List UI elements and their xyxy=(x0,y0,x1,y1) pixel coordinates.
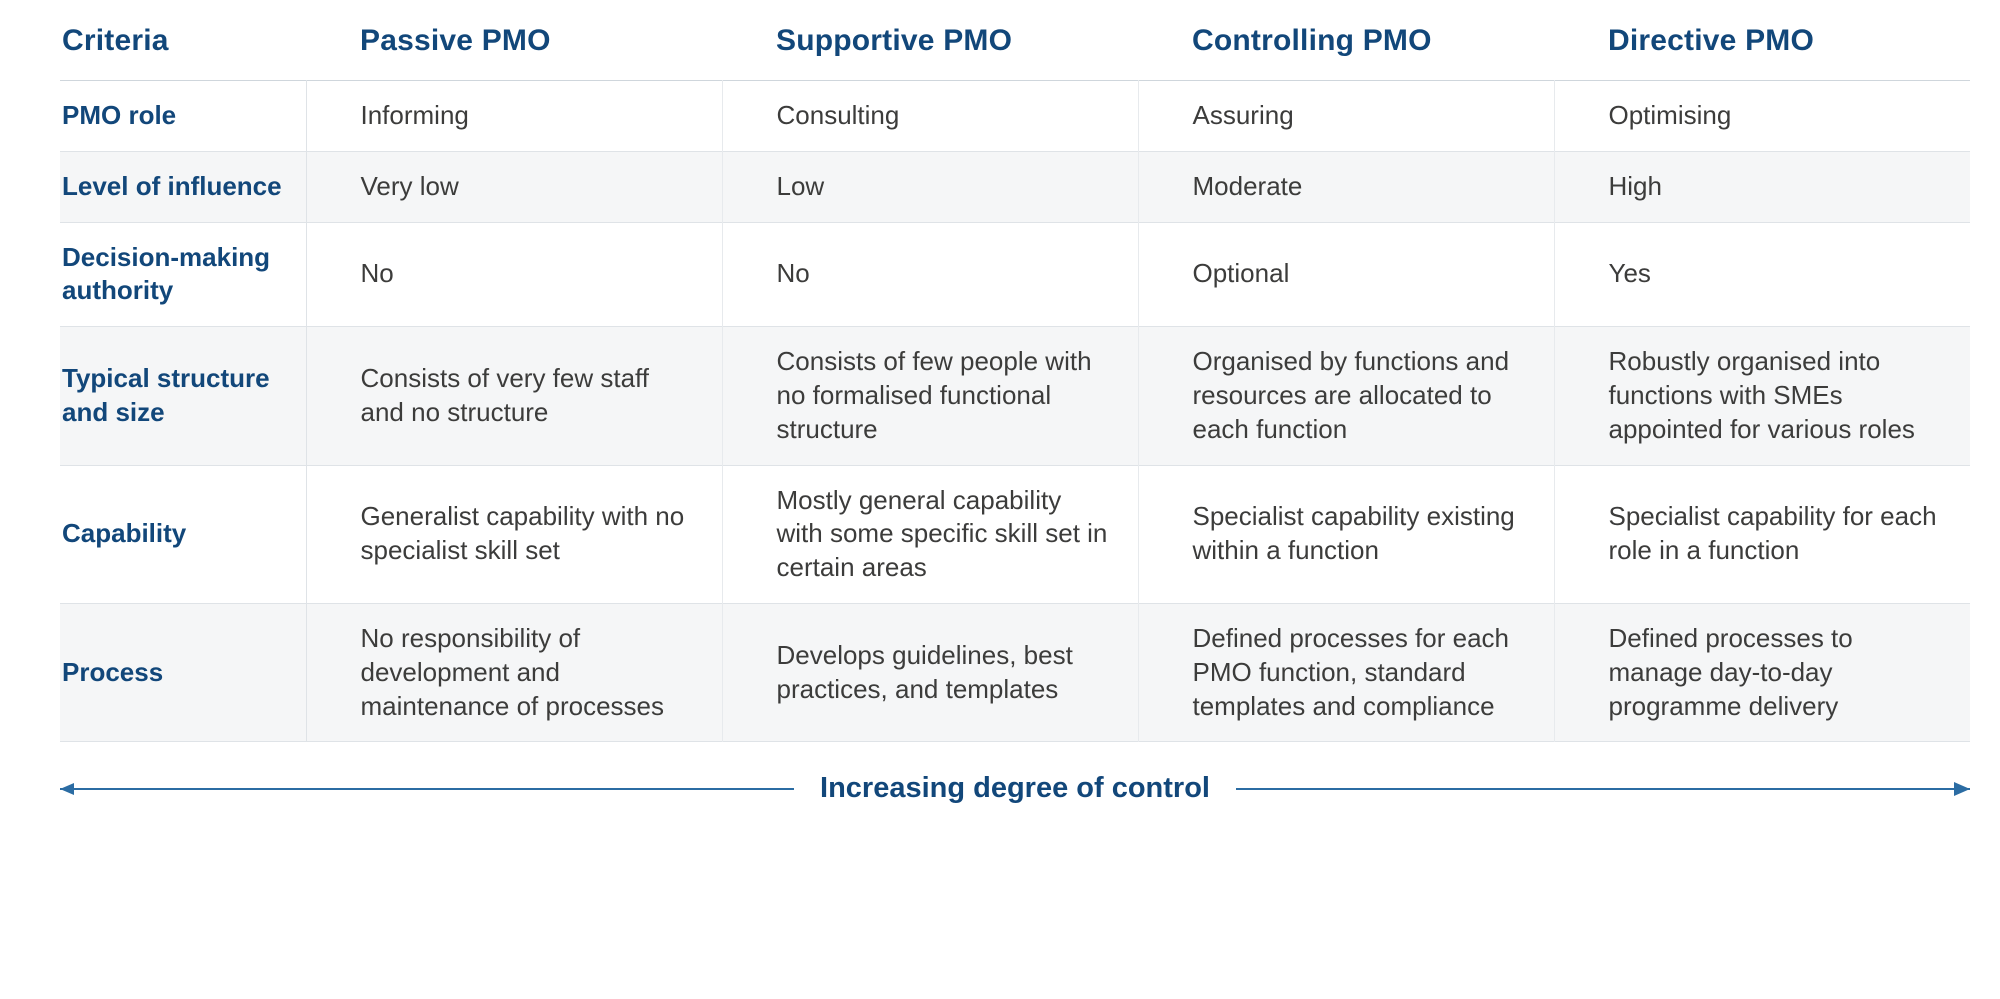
table-row xyxy=(60,603,1970,741)
cell-typical-structure-supportive: Consists of few people with no formalised functional structure xyxy=(722,327,1138,465)
column-header-passive-pmo: Passive PMO xyxy=(360,24,551,57)
column-header-controlling-pmo: Controlling PMO xyxy=(1192,24,1432,57)
cell-process-directive: Defined processes to manage day-to-day programme delivery xyxy=(1554,603,1970,741)
table-row xyxy=(60,151,1970,222)
arrow-right-icon xyxy=(1236,788,1970,790)
row-label-pmo-role: PMO role xyxy=(60,81,306,152)
table-row xyxy=(60,81,1970,152)
table-row xyxy=(60,465,1970,603)
row-label-capability: Capability xyxy=(60,465,306,603)
cell-capability-directive: Specialist capability for each role in a function xyxy=(1608,501,1937,566)
row-label-level-of-influence: Level of influence xyxy=(60,151,306,222)
table-row xyxy=(60,222,1970,327)
cell-level-of-influence-controlling: Moderate xyxy=(1138,151,1554,222)
cell-level-of-influence-supportive: Low xyxy=(722,151,1138,222)
cell-process-supportive: Develops guidelines, best practices, and templates xyxy=(722,603,1138,741)
arrow-left-icon xyxy=(60,788,794,790)
row-label-process: Process xyxy=(60,603,306,741)
row-label-decision-making-authority: Decision-making authority xyxy=(60,222,306,327)
cell-level-of-influence-directive: High xyxy=(1554,151,1970,222)
table-row xyxy=(60,327,1970,465)
row-label-typical-structure-and-size: Typical structure and size xyxy=(60,327,306,465)
cell-process-controlling: Defined processes for each PMO function, standard templates and compliance xyxy=(1138,603,1554,741)
cell-pmo-role-passive: Informing xyxy=(306,81,722,152)
table-header xyxy=(60,10,1970,81)
cell-process-passive: No responsibility of development and maintenance of processes xyxy=(306,603,722,741)
cell-pmo-role-controlling: Assuring xyxy=(1138,81,1554,152)
cell-decision-making-authority-supportive: No xyxy=(722,222,1138,327)
cell-typical-structure-directive: Robustly organised into functions with SMEs appointed for various roles xyxy=(1554,327,1970,465)
table-body xyxy=(60,81,1970,742)
cell-pmo-role-directive: Optimising xyxy=(1608,100,1732,130)
cell-capability-passive: Generalist capability with no specialist skill set xyxy=(306,465,722,603)
column-header-supportive-pmo: Supportive PMO xyxy=(776,24,1013,57)
column-header-criteria: Criteria xyxy=(62,24,169,57)
increasing-control-axis xyxy=(60,772,1970,805)
cell-decision-making-authority-controlling: Optional xyxy=(1138,222,1554,327)
cell-typical-structure-controlling: Organised by functions and resources are allocated to each function xyxy=(1138,327,1554,465)
column-header-directive-pmo: Directive PMO xyxy=(1608,24,1815,57)
cell-decision-making-authority-passive: No xyxy=(306,222,722,327)
cell-capability-supportive: Mostly general capability with some specific skill set in certain areas xyxy=(722,465,1138,603)
cell-typical-structure-passive: Consists of very few staff and no structure xyxy=(306,327,722,465)
cell-capability-controlling: Specialist capability existing within a function xyxy=(1138,465,1554,603)
cell-decision-making-authority-directive: Yes xyxy=(1608,258,1651,289)
header-row xyxy=(60,10,1970,81)
axis-label: Increasing degree of control xyxy=(820,772,1210,805)
cell-pmo-role-supportive: Consulting xyxy=(722,81,1138,152)
pmo-comparison-table xyxy=(60,10,1970,742)
cell-level-of-influence-passive: Very low xyxy=(306,151,722,222)
